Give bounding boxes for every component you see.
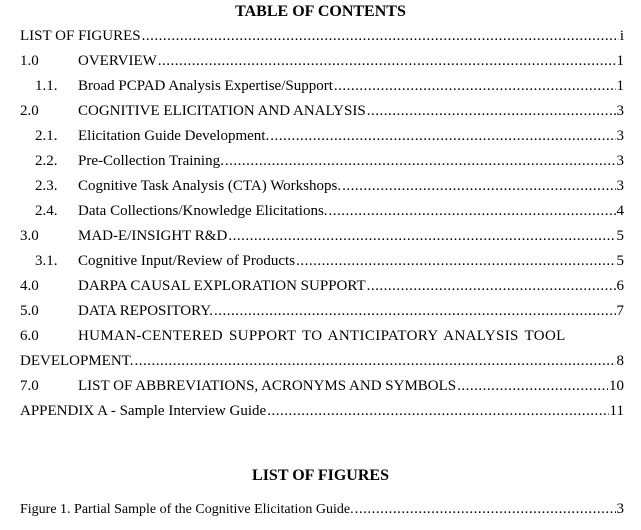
toc-entry-page: 6 — [616, 278, 624, 294]
leader-dots — [367, 276, 616, 296]
toc-entry-number: 2.2. — [35, 153, 58, 169]
toc-entry-title: DEVELOPMENT. — [20, 353, 134, 369]
toc-entry-title: DARPA CAUSAL EXPLORATION SUPPORT — [78, 278, 366, 294]
toc-entry-title: DATA REPOSITORY. — [78, 303, 213, 319]
leader-dots — [457, 376, 608, 396]
toc-entry-page: 5 — [616, 228, 624, 244]
toc-entry-number: 3.1. — [35, 253, 58, 269]
toc-entry-page: 3 — [616, 153, 624, 169]
toc-entry-number: 1.0 — [20, 53, 39, 69]
toc-entry-3-0[interactable] — [20, 226, 624, 246]
toc-entry-page: 11 — [609, 403, 624, 419]
figure-entry-page: 3 — [616, 501, 624, 517]
toc-entry-page: 3 — [616, 128, 624, 144]
toc-entry-page: 3 — [616, 178, 624, 194]
toc-entry-2-0[interactable] — [20, 101, 624, 121]
toc-entry-4-0[interactable] — [20, 276, 624, 296]
leader-dots — [214, 301, 616, 321]
leader-dots — [367, 101, 616, 121]
toc-entry-2-3[interactable] — [20, 176, 624, 196]
toc-entry-2-4[interactable] — [20, 201, 624, 221]
toc-entry-number: 2.0 — [20, 103, 39, 119]
toc-entry-title: Broad PCPAD Analysis Expertise/Support — [78, 78, 333, 94]
toc-entry-title: Pre-Collection Training. — [78, 153, 224, 169]
toc-entry-number: 4.0 — [20, 278, 39, 294]
toc-entry-number: 3.0 — [20, 228, 39, 244]
toc-entry-title: APPENDIX A - Sample Interview Guide — [20, 403, 267, 419]
figures-heading: LIST OF FIGURES — [252, 467, 389, 484]
toc-entry-number: 5.0 — [20, 303, 39, 319]
toc-entry-page: 10 — [609, 378, 624, 394]
toc-entry-page: 3 — [616, 103, 624, 119]
toc-entry-page: 1 — [616, 78, 624, 94]
toc-entry-page: 7 — [616, 303, 624, 319]
toc-entry-page: 5 — [616, 253, 624, 269]
toc-entry-2-1[interactable] — [20, 126, 624, 146]
toc-entry-title: OVERVIEW — [78, 53, 157, 69]
leader-dots — [228, 226, 615, 246]
toc-entry-appendix-a[interactable] — [20, 401, 624, 421]
toc-entry-1-1[interactable] — [20, 76, 624, 96]
figure-entry-title: Figure 1. Partial Sample of the Cognitive Elicitation Guide. — [20, 502, 354, 517]
leader-dots — [270, 126, 615, 146]
leader-dots — [342, 176, 615, 196]
toc-entry-number: 6.0 — [20, 328, 39, 344]
toc-entry-title: LIST OF ABBREVIATIONS, ACRONYMS AND SYMBOLS — [78, 378, 457, 394]
toc-entry-title: Elicitation Guide Development. — [78, 128, 270, 144]
toc-entry-title: Data Collections/Knowledge Elicitations. — [78, 203, 328, 219]
toc-entry-page: 8 — [616, 353, 624, 369]
leader-dots — [329, 201, 616, 221]
leader-dots — [355, 499, 616, 519]
toc-entry-5-0[interactable] — [20, 301, 624, 321]
toc-entry-title: LIST OF FIGURES — [20, 28, 141, 44]
toc-entry-6-0[interactable] — [20, 326, 624, 346]
toc-entry-title: HUMAN-CENTERED SUPPORT TO ANTICIPATORY ANALYSIS TOOL — [78, 328, 566, 344]
toc-entry-number: 1.1. — [35, 78, 58, 94]
leader-dots — [334, 76, 616, 96]
toc-heading: TABLE OF CONTENTS — [235, 3, 406, 20]
toc-entry-page: i — [619, 28, 624, 44]
leader-dots — [134, 351, 615, 371]
toc-entry-number: 7.0 — [20, 378, 39, 394]
toc-entry-number: 2.3. — [35, 178, 58, 194]
toc-entry-2-2[interactable] — [20, 151, 624, 171]
toc-entry-title: COGNITIVE ELICITATION AND ANALYSIS — [78, 103, 366, 119]
figure-entry-1[interactable] — [20, 499, 624, 520]
leader-dots — [225, 151, 616, 171]
toc-entry-number: 2.4. — [35, 203, 58, 219]
toc-entry-title: Cognitive Input/Review of Products — [78, 253, 296, 269]
leader-dots — [267, 401, 608, 421]
toc-entry-number: 2.1. — [35, 128, 58, 144]
toc-entry-page: 4 — [616, 203, 624, 219]
leader-dots — [158, 51, 616, 71]
toc-entry-list-of-figures[interactable] — [20, 26, 624, 46]
toc-entry-title: Cognitive Task Analysis (CTA) Workshops. — [78, 178, 342, 194]
toc-entry-3-1[interactable] — [20, 251, 624, 271]
toc-entry-title: MAD-E/INSIGHT R&D — [78, 228, 228, 244]
toc-entry-page: 1 — [616, 53, 624, 69]
leader-dots — [296, 251, 615, 271]
toc-entry-1-0[interactable] — [20, 51, 624, 71]
toc-entry-6-0-continued[interactable] — [20, 351, 624, 371]
leader-dots — [142, 26, 619, 46]
toc-entry-7-0[interactable] — [20, 376, 624, 396]
